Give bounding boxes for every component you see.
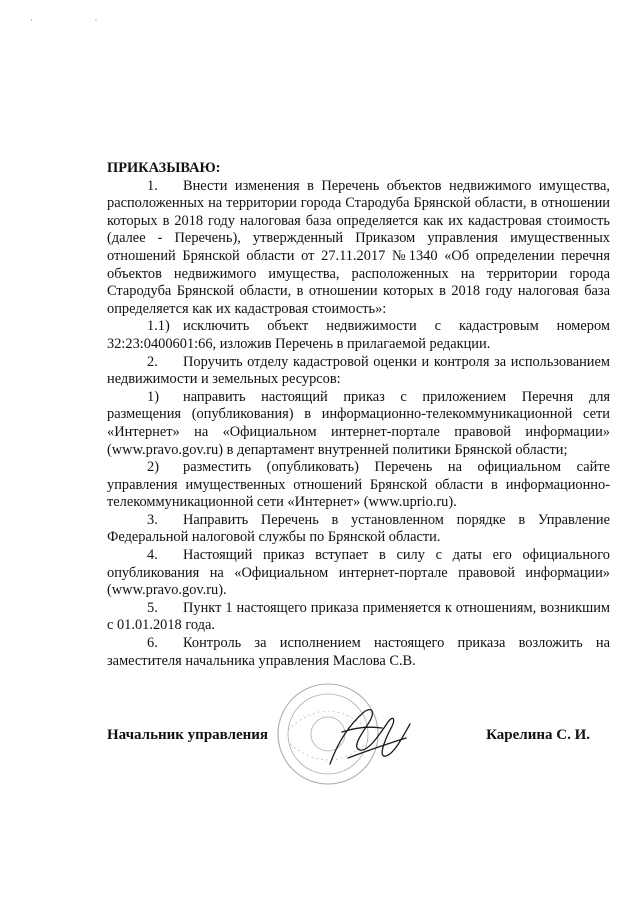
item-1-1-text: исключить объект недвижимости с кадастровым номером 32:23:0400601:66, изложив Перечень в прилагаемой редакции. [107,318,610,352]
item-2-1-number: 1) [147,388,159,405]
item-4 [107,547,610,600]
order-heading: ПРИКАЗЫВАЮ: [107,160,221,176]
signatory-position: Начальник управления [107,727,269,743]
item-2-2-text: разместить (опубликовать) Перечень на официальном сайте управления имущественных отношений Брянской области в информационно-телекоммуникационной сети «Интернет» (www.uprio.ru). [107,459,610,511]
signatory-name: Карелина С. И. [486,727,590,743]
item-5-text: Пункт 1 настоящего приказа применяется к отношениям, возникшим с 01.01.2018 года. [107,599,610,634]
item-6-text: Контроль за исполнением настоящего приказа возложить на заместителя начальника управления Маслова С.В. [107,635,610,669]
item-6-number: 6. [147,635,158,652]
scan-specks: · · [30,16,128,25]
item-2-number: 2. [147,353,158,370]
item-3-number: 3. [147,511,158,528]
item-2-2 [107,459,610,512]
item-3 [107,512,610,547]
item-1-1 [107,318,610,353]
item-2-1 [107,389,610,459]
item-1-number: 1. [147,177,158,194]
item-3-text: Направить Перечень в установленном порядке в Управление Федеральной налоговой службы по Брянской области. [107,511,610,546]
item-6 [107,635,610,670]
item-2-2-number: 2) [147,459,159,476]
item-2-text: Поручить отделу кадастровой оценки и контроля за использованием недвижимости и земельных ресурсов: [107,353,610,388]
item-1-text: Внести изменения в Перечень объектов недвижимого имущества, расположенных на территории города Стародуба Брянской области, в отношении которых в 2018 году налоговая база определяется как их кадастровая стоимость (далее - Перечень), утвержденный Приказом управления имущественных отношений Брянской области от 27.11.2017 №1340 «Об определении перечня объектов недвижимого имущества, расположенных на территории города Стародуба Брянской области, в отношении которых в 2018 году налоговая база определяется как их кадастровая стоимость»: [107,177,610,317]
item-1-1-number: 1.1) [147,318,170,335]
signature-block [107,727,590,757]
item-2 [107,354,610,389]
item-4-number: 4. [147,547,158,564]
item-2-1-text: направить настоящий приказ с приложением Перечня для размещения (опубликования) в информационно-телекоммуникационной сети «Интернет» на «Официальном интернет-портале правовой информации» (www.pravo.gov.ru) в департамент внутренней политики Брянской области; [107,388,610,458]
item-5 [107,600,610,635]
item-1 [107,178,610,319]
item-4-text: Настоящий приказ вступает в силу с даты его официального опубликования на «Официальном интернет-портале правовой информации» (www.pravo.gov.ru). [107,547,610,599]
item-5-number: 5. [147,599,158,616]
order-body [107,160,610,670]
